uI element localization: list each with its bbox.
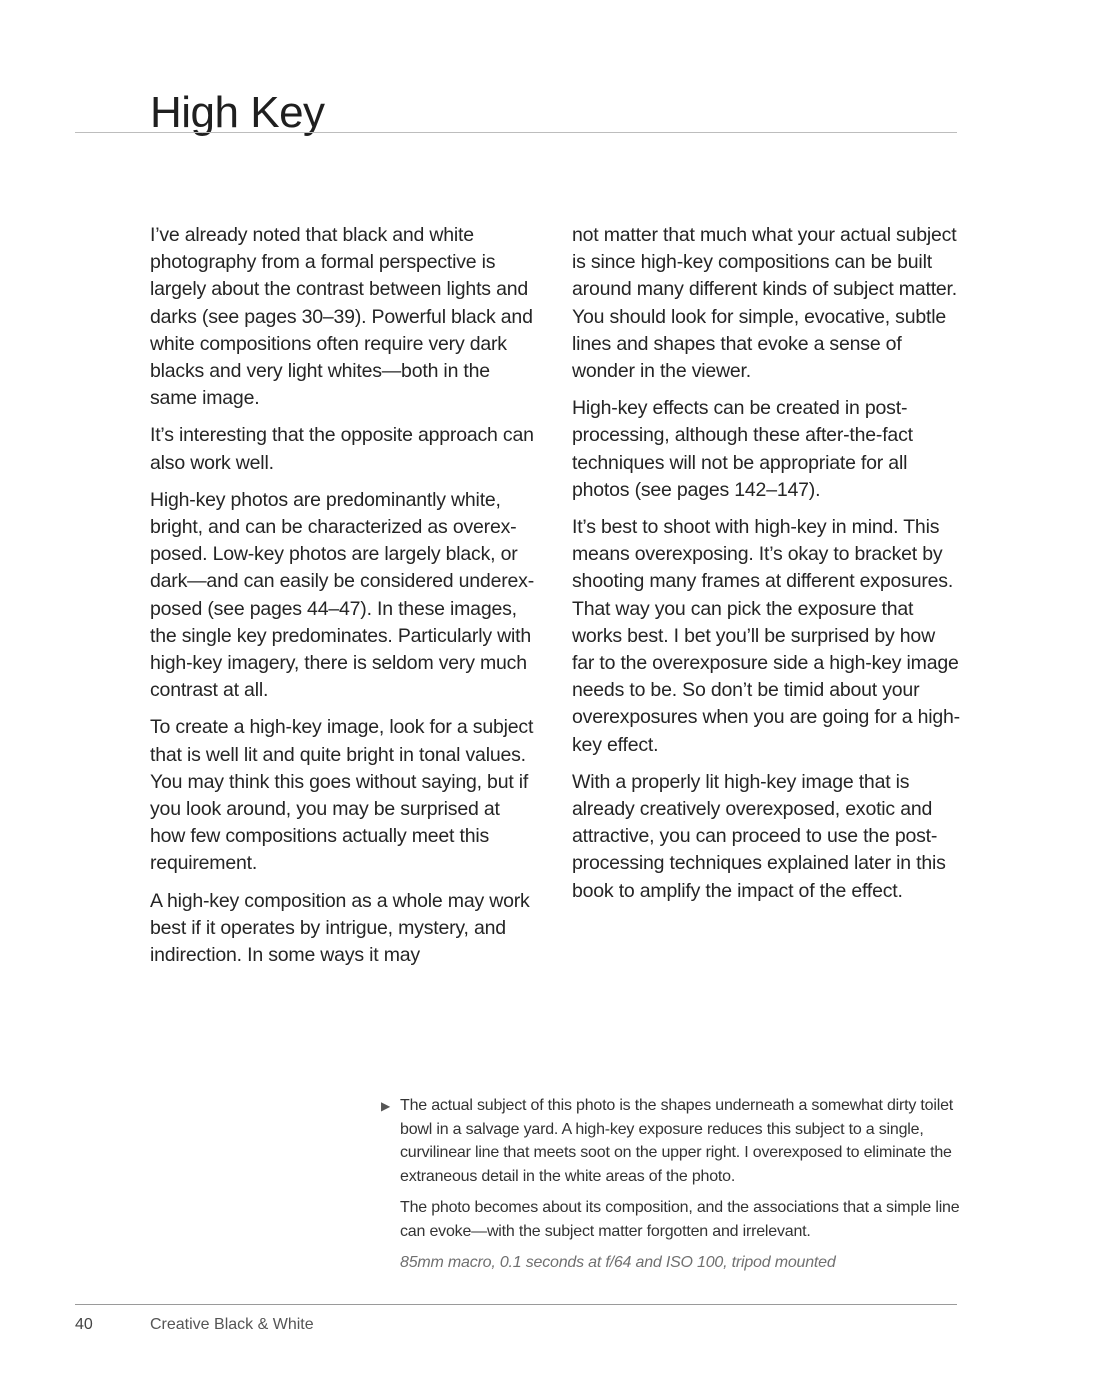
body-paragraph: It’s best to shoot with high-key in mind. This means overexposing. It’s okay to bracket by shooting many frames at different exposures. That way you can pick the exposure that works best. I bet you’ll be surprised by how far to the overexposure side a high-key image needs to be. So don’t be timid about your overexposures when you are going for a high-key effect. xyxy=(572,516,960,756)
body-paragraph: High-key effects can be created in post-processing, although these after-the-fact techniques will not be appropriate for all photos (see pages 142–147). xyxy=(572,397,913,501)
photo-caption xyxy=(400,1094,960,1283)
left-column xyxy=(150,222,540,979)
body-paragraph: It’s interesting that the opposite approach can also work well. xyxy=(150,424,534,474)
body-paragraph: A high-key composition as a whole may work best if it operates by intrigue, mystery, and indirection. In some ways it may xyxy=(150,889,530,967)
page-number: 40 xyxy=(75,1316,93,1333)
page-title: High Key xyxy=(150,88,325,137)
caption-camera-specs: 85mm macro, 0.1 seconds at f/64 and ISO 100, tripod mounted xyxy=(400,1254,836,1271)
caption-paragraph: The actual subject of this photo is the shapes underneath a somewhat dirty toilet bowl in a salvage yard. A high-key exposure reduces this subject to a single, curvilinear line that meets soot on the upper right. I overexposed to eliminate the extraneous detail in the white areas of the photo. xyxy=(400,1097,954,1185)
body-paragraph: With a properly lit high-key image that is already creatively overexposed, exotic and attractive, you can proceed to use the post-processing techniques explained later in this book to amplify the impact of the effect. xyxy=(572,770,946,902)
running-title: Creative Black & White xyxy=(150,1316,314,1333)
triangle-right-icon: ▶ xyxy=(381,1099,391,1113)
body-paragraph: High-key photos are predominantly white, bright, and can be characterized as overexposed. Low-key photos are largely black, or dark—and can easily be considered underexposed (see pages 44–47). In these images, the single key predominates. Particularly with high-key imagery, there is seldom very much contrast at all. xyxy=(150,488,535,702)
body-paragraph: not matter that much what your actual subject is since high-key compositions can be built around many different kinds of subject matter. You should look for simple, evocative, subtle lines and shapes that evoke a sense of wonder in the viewer. xyxy=(572,224,957,383)
body-paragraph: To create a high-key image, look for a subject that is well lit and quite bright in tonal values. You may think this goes without saying, but if you look around, you may be surprised at how few compositions actually meet this requirement. xyxy=(150,716,534,875)
caption-paragraph: The photo becomes about its composition, and the associations that a simple line can evoke—with the subject matter forgotten and irrelevant. xyxy=(400,1199,960,1240)
title-divider xyxy=(75,132,957,133)
footer-divider xyxy=(75,1304,957,1305)
right-column xyxy=(572,222,962,915)
body-paragraph: I’ve already noted that black and white photography from a formal perspective is largely about the contrast between lights and darks (see pages 30–39). Powerful black and white compositions often require very dark blacks and very light whites—both in the same image. xyxy=(150,224,533,410)
